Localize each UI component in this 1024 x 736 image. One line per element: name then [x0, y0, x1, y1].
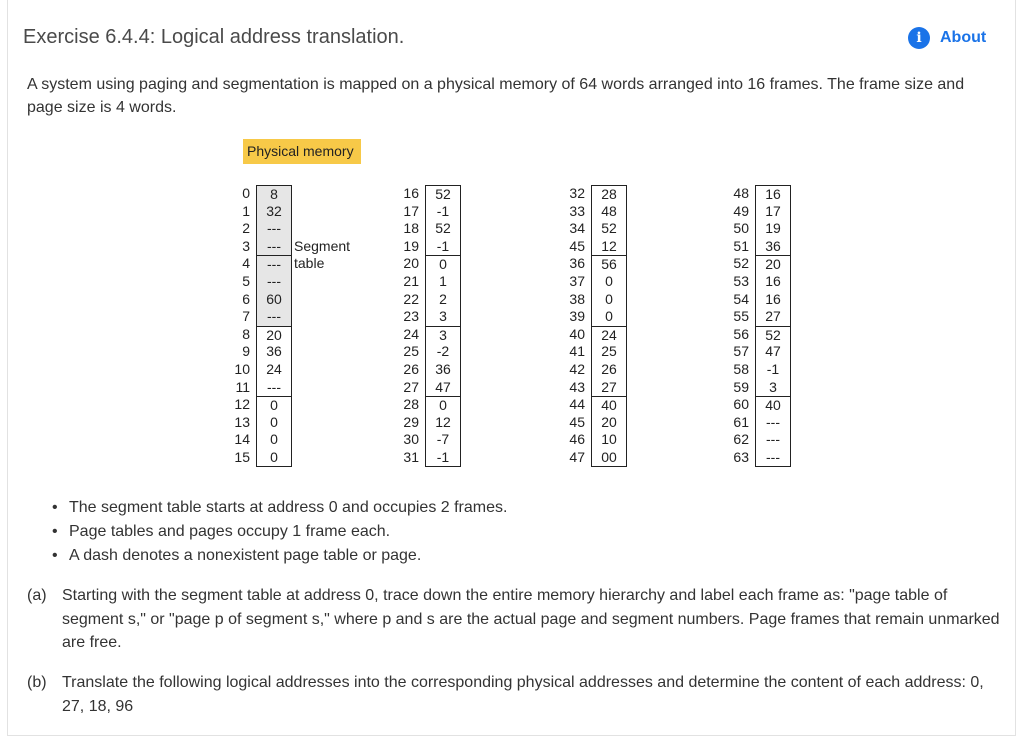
memory-word: 20 [601, 413, 617, 430]
info-icon: i [908, 27, 930, 49]
memory-word: 00 [592, 449, 626, 467]
memory-word: 0 [605, 290, 613, 307]
address-label: 4 [242, 255, 250, 272]
memory-word: 16 [765, 272, 781, 289]
memory-word: 24 [266, 360, 282, 377]
address-label: 57 [733, 343, 749, 360]
address-label: 44 [569, 396, 585, 413]
memory-word: 0 [257, 449, 291, 467]
address-label: 3 [242, 237, 250, 254]
address-label: 20 [403, 255, 419, 272]
memory-word: 0 [270, 413, 278, 430]
address-label: 17 [403, 202, 419, 219]
memory-word: 10 [601, 431, 617, 448]
memory-word: 17 [765, 202, 781, 219]
address-label: 16 [403, 185, 419, 201]
memory-word: --- [257, 273, 291, 291]
address-label: 10 [234, 360, 250, 377]
address-label: 11 [235, 378, 250, 395]
memory-word: --- [257, 220, 291, 238]
address-label: 2 [242, 220, 250, 237]
memory-word: 1 [439, 272, 447, 289]
intro-text: A system using paging and segmentation is mapped on a physical memory of 64 words arranged into 16 frames. The frame size and page size is 4 words. [27, 76, 965, 116]
address-label: 15 [234, 448, 250, 465]
address-label: 14 [234, 431, 250, 448]
segment-table-label: Segment table [294, 238, 351, 271]
memory-frames [256, 185, 292, 467]
address-label: 0 [242, 185, 250, 201]
memory-word: 40 [592, 396, 626, 414]
address-label: 12 [234, 396, 250, 413]
memory-word: -1 [436, 237, 450, 254]
address-label: 45 [569, 413, 585, 430]
address-label: 19 [403, 237, 419, 254]
address-label: 60 [733, 396, 749, 413]
memory-frames [591, 185, 627, 467]
memory-word: 0 [270, 431, 278, 448]
memory-word: 19 [765, 220, 781, 237]
address-labels [551, 185, 591, 467]
memory-word: 3 [439, 308, 447, 325]
memory-word: --- [267, 378, 281, 395]
about-label: About [940, 29, 987, 46]
address-label: 28 [403, 396, 419, 413]
address-label: 6 [242, 290, 250, 307]
memory-frames [425, 185, 461, 467]
address-label: 1 [242, 202, 250, 219]
address-label: 58 [733, 360, 749, 377]
memory-word: 48 [601, 202, 617, 219]
address-label: 30 [403, 431, 419, 448]
address-label: 53 [733, 272, 749, 289]
address-label: 31 [403, 448, 419, 465]
notes-list [52, 496, 507, 568]
memory-frames [755, 185, 791, 467]
address-label: 32 [569, 185, 585, 201]
memory-word: 36 [765, 237, 781, 254]
address-label: 22 [403, 290, 419, 307]
memory-word: 8 [257, 185, 291, 203]
memory-word: 28 [592, 185, 626, 203]
memory-word: 36 [266, 343, 282, 360]
memory-word: 52 [426, 185, 460, 203]
memory-word: --- [257, 238, 291, 256]
memory-word: --- [257, 255, 291, 273]
memory-word: 52 [601, 220, 617, 237]
memory-word: 20 [257, 326, 291, 344]
address-label: 38 [569, 290, 585, 307]
address-label: 52 [733, 255, 749, 272]
memory-word: 0 [257, 396, 291, 414]
address-label: 24 [403, 325, 419, 342]
address-label: 13 [234, 413, 250, 430]
address-label: 40 [569, 325, 585, 342]
memory-word: 56 [592, 255, 626, 273]
address-label: 46 [569, 431, 585, 448]
memory-word: 27 [765, 308, 781, 325]
address-label: 36 [569, 255, 585, 272]
address-labels [216, 185, 256, 467]
address-label: 7 [242, 308, 250, 325]
address-label: 61 [733, 413, 749, 430]
address-label: 8 [242, 325, 250, 342]
address-label: 33 [569, 202, 585, 219]
address-label: 21 [403, 272, 419, 289]
memory-word: 20 [756, 255, 790, 273]
memory-word: 27 [601, 378, 617, 395]
address-label: 55 [733, 308, 749, 325]
memory-word: -1 [766, 360, 780, 377]
memory-word: 3 [426, 326, 460, 344]
memory-word: 32 [257, 203, 291, 221]
about-button[interactable] [908, 27, 986, 49]
memory-word: --- [766, 413, 780, 430]
physical-memory-label: Physical memory [243, 139, 361, 164]
question-a [27, 584, 1002, 655]
memory-word: 12 [601, 237, 617, 254]
memory-word: --- [257, 308, 291, 326]
memory-word: --- [766, 431, 780, 448]
address-label: 48 [733, 185, 749, 201]
address-label: 27 [403, 378, 419, 395]
memory-word: 3 [769, 378, 777, 395]
question-text: Starting with the segment table at address 0, trace down the entire memory hierarchy and label each frame as: "page table of segment s," or "page p of segment s," where p and s are the actual page and segment numbers. Page frames that remain unmarked are free. [62, 587, 1000, 651]
memory-word: -7 [436, 431, 450, 448]
memory-word: 47 [435, 378, 451, 395]
address-label: 42 [569, 360, 585, 377]
address-label: 34 [569, 220, 585, 237]
address-label: 43 [569, 378, 585, 395]
address-label: 37 [569, 272, 585, 289]
address-labels [385, 185, 425, 467]
address-label: 23 [403, 308, 419, 325]
memory-word: 40 [756, 396, 790, 414]
memory-word: -1 [426, 449, 460, 467]
address-label: 62 [733, 431, 749, 448]
address-label: 45 [569, 237, 585, 254]
address-label: 54 [733, 290, 749, 307]
memory-word: 0 [426, 255, 460, 273]
question-text: Translate the following logical addresses into the corresponding physical addresses and determine the content of each address: 0, 27, 18, 96 [62, 674, 984, 715]
memory-word: 47 [765, 343, 781, 360]
address-label: 41 [569, 343, 585, 360]
note-item: • A dash denotes a nonexistent page table or page. [52, 544, 507, 568]
address-label: 25 [403, 343, 419, 360]
memory-word: 0 [605, 308, 613, 325]
address-label: 9 [242, 343, 250, 360]
address-label: 49 [733, 202, 749, 219]
memory-word: 26 [601, 360, 617, 377]
address-labels [715, 185, 755, 467]
question-b [27, 671, 1002, 718]
memory-word: 16 [765, 290, 781, 307]
memory-word: --- [756, 449, 790, 467]
address-label: 59 [733, 378, 749, 395]
address-label: 51 [733, 237, 749, 254]
memory-word: 25 [601, 343, 617, 360]
question-tag: (b) [27, 674, 47, 691]
memory-word: 60 [257, 291, 291, 309]
memory-word: 0 [426, 396, 460, 414]
address-label: 39 [569, 308, 585, 325]
note-item: • The segment table starts at address 0 and occupies 2 frames. [52, 496, 507, 520]
memory-word: 12 [435, 413, 451, 430]
memory-word: 16 [756, 185, 790, 203]
memory-word: -1 [436, 202, 450, 219]
address-label: 63 [733, 448, 749, 465]
address-label: 26 [403, 360, 419, 377]
address-label: 50 [733, 220, 749, 237]
address-label: 47 [569, 448, 585, 465]
address-label: 5 [242, 272, 250, 289]
memory-word: 36 [435, 360, 451, 377]
memory-word: 52 [435, 220, 451, 237]
page-title: Exercise 6.4.4: Logical address translation. [23, 26, 405, 48]
address-label: 18 [403, 220, 419, 237]
memory-word: 2 [439, 290, 447, 307]
memory-word: 52 [756, 326, 790, 344]
address-label: 29 [403, 413, 419, 430]
memory-word: 0 [605, 272, 613, 289]
memory-word: 24 [592, 326, 626, 344]
memory-word: -2 [436, 343, 450, 360]
question-tag: (a) [27, 587, 47, 604]
address-label: 56 [733, 325, 749, 342]
note-item: • Page tables and pages occupy 1 frame each. [52, 520, 507, 544]
